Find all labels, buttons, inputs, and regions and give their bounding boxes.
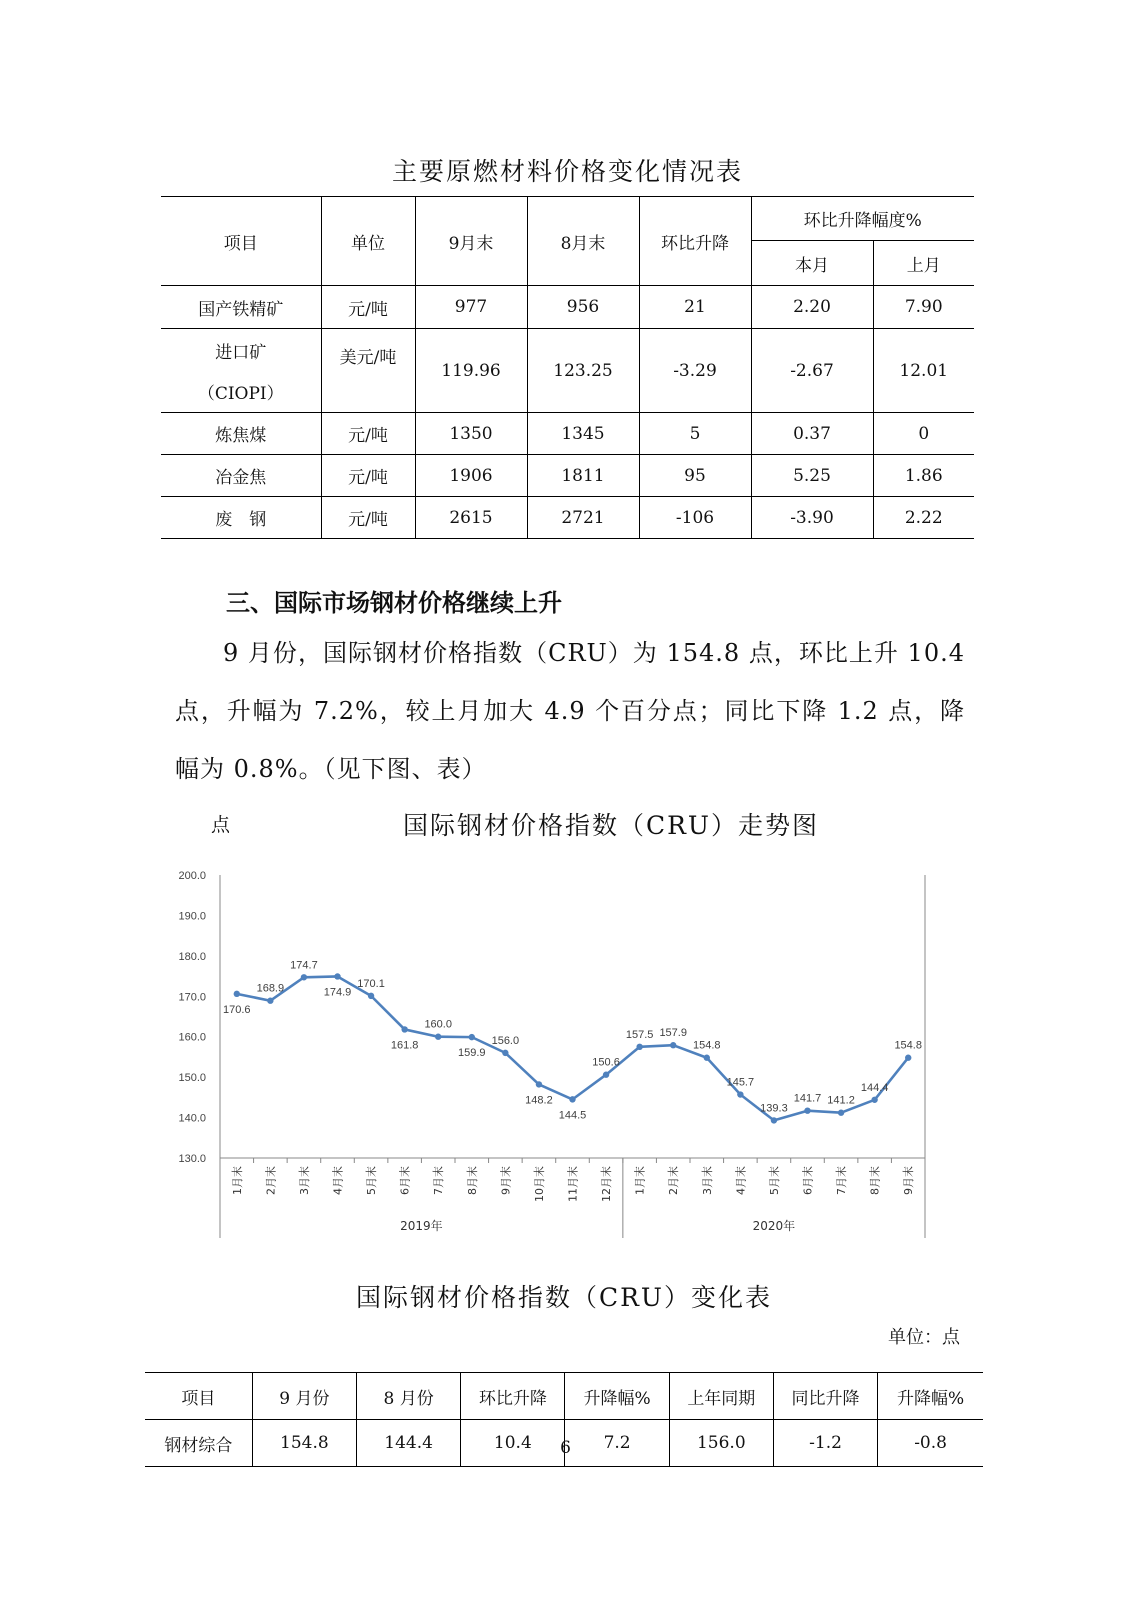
group-label: 2020年	[752, 1219, 796, 1233]
y-tick-label: 180.0	[178, 950, 206, 963]
x-tick-label: 8月末	[868, 1166, 882, 1195]
data-label: 141.7	[793, 1092, 822, 1105]
cell-sep: 119.96	[415, 329, 527, 413]
header-last-month: 上月	[873, 241, 974, 286]
cell-item: 国产铁精矿	[161, 286, 321, 329]
cell-last: 0	[873, 413, 974, 455]
t2-header-aug: 8 月份	[357, 1373, 461, 1420]
table-row	[161, 455, 974, 497]
data-point	[704, 1055, 710, 1061]
data-point	[670, 1042, 676, 1048]
x-tick-label: 10月末	[532, 1166, 546, 1202]
t2-cell-item: 钢材综合	[145, 1420, 252, 1467]
header-item: 项目	[161, 197, 321, 286]
x-tick-label: 12月末	[600, 1166, 614, 1202]
data-label: 174.7	[290, 959, 318, 972]
cell-item: 炼焦煤	[161, 413, 321, 455]
cell-sep: 1350	[415, 413, 527, 455]
data-point	[502, 1050, 508, 1056]
cell-unit: 元/吨	[321, 455, 415, 497]
data-label: 170.6	[223, 1003, 251, 1016]
header-mom-pct: 环比升降幅度%	[751, 197, 974, 241]
raw-material-price-table	[161, 196, 974, 539]
data-point	[234, 991, 240, 997]
x-tick-label: 1月末	[230, 1166, 244, 1195]
data-label: 141.2	[827, 1094, 855, 1107]
data-point	[569, 1096, 575, 1102]
cell-last: 7.90	[873, 286, 974, 329]
cell-item: 冶金焦	[161, 455, 321, 497]
x-tick-label: 2月末	[264, 1166, 278, 1195]
data-point	[536, 1081, 542, 1087]
data-label: 159.9	[458, 1047, 486, 1060]
chart-title: 国际钢材价格指数（CRU）走势图	[402, 811, 820, 840]
t2-header-yoy-change: 同比升降	[773, 1373, 877, 1420]
data-label: 144.4	[860, 1081, 889, 1094]
cell-this: 5.25	[751, 455, 873, 497]
y-tick-label: 190.0	[178, 910, 206, 923]
data-label: 161.8	[390, 1039, 419, 1052]
cell-aug: 956	[527, 286, 639, 329]
table-row	[161, 286, 974, 329]
cell-aug: 1345	[527, 413, 639, 455]
table1-title: 主要原燃材料价格变化情况表	[391, 157, 743, 186]
cru-line-chart	[160, 860, 970, 1280]
data-point	[603, 1072, 609, 1078]
chart-ylabel: 点	[211, 814, 231, 836]
cell-unit: 元/吨	[321, 286, 415, 329]
cell-aug: 2721	[527, 497, 639, 539]
t2-header-sep: 9 月份	[252, 1373, 356, 1420]
t2-cell-last-year: 156.0	[669, 1420, 773, 1467]
data-point	[771, 1117, 777, 1123]
x-tick-label: 6月末	[398, 1166, 412, 1195]
cell-item	[161, 329, 321, 413]
x-tick-label: 3月末	[297, 1166, 311, 1195]
header-this-month: 本月	[751, 241, 873, 286]
x-tick-label: 3月末	[700, 1166, 714, 1195]
cell-change: -3.29	[639, 329, 751, 413]
cell-change: 5	[639, 413, 751, 455]
x-tick-label: 5月末	[767, 1166, 781, 1195]
data-point	[334, 973, 340, 979]
x-tick-label: 8月末	[465, 1166, 479, 1195]
cell-unit: 美元/吨	[321, 329, 415, 413]
t2-cell-yoy-change: -1.2	[773, 1420, 877, 1467]
cell-last: 1.86	[873, 455, 974, 497]
x-tick-label: 9月末	[499, 1166, 513, 1195]
section-heading: 三、国际市场钢材价格继续上升	[226, 589, 562, 617]
x-tick-label: 4月末	[331, 1166, 345, 1195]
cell-last: 12.01	[873, 329, 974, 413]
table-row	[161, 497, 974, 539]
x-tick-label: 6月末	[801, 1166, 815, 1195]
data-point	[838, 1110, 844, 1116]
data-label: 160.0	[424, 1018, 452, 1031]
data-label: 157.9	[659, 1027, 687, 1040]
data-point	[435, 1034, 441, 1040]
table-row	[161, 413, 974, 455]
x-tick-label: 7月末	[835, 1166, 849, 1195]
y-tick-label: 150.0	[178, 1072, 206, 1085]
t2-cell-mom-change: 10.4	[461, 1420, 565, 1467]
t2-header-yoy-pct: 升降幅%	[878, 1373, 983, 1420]
data-point	[737, 1091, 743, 1097]
x-tick-label: 2月末	[667, 1166, 681, 1195]
data-point	[401, 1026, 407, 1032]
x-tick-label: 7月末	[432, 1166, 446, 1195]
cell-sep: 1906	[415, 455, 527, 497]
data-point	[301, 974, 307, 980]
table2-title: 国际钢材价格指数（CRU）变化表	[355, 1283, 773, 1312]
cell-sep: 977	[415, 286, 527, 329]
data-point	[368, 993, 374, 999]
cell-unit: 元/吨	[321, 497, 415, 539]
cell-unit: 元/吨	[321, 413, 415, 455]
data-point	[804, 1107, 810, 1113]
data-label: 154.8	[693, 1039, 721, 1052]
data-point	[267, 998, 273, 1004]
cell-aug: 123.25	[527, 329, 639, 413]
data-point	[469, 1034, 475, 1040]
header-mom-change: 环比升降	[639, 197, 751, 286]
table2-unit-note: 单位：点	[888, 1327, 960, 1348]
data-label: 148.2	[525, 1094, 553, 1107]
y-tick-label: 200.0	[178, 870, 206, 882]
data-point	[905, 1055, 911, 1061]
data-label: 144.5	[558, 1109, 587, 1122]
x-tick-label: 1月末	[633, 1166, 647, 1195]
cell-sep: 2615	[415, 497, 527, 539]
x-tick-label: 11月末	[566, 1166, 580, 1202]
cell-this: 2.20	[751, 286, 873, 329]
data-point	[871, 1097, 877, 1103]
data-label: 157.5	[625, 1028, 654, 1041]
group-label: 2019年	[400, 1219, 443, 1233]
t2-header-mom-pct: 升降幅%	[565, 1373, 669, 1420]
data-point	[636, 1044, 642, 1050]
data-label: 174.9	[323, 986, 352, 999]
header-sep-end: 9月末	[415, 197, 527, 286]
data-label: 145.7	[726, 1076, 755, 1089]
x-tick-label: 4月末	[734, 1166, 748, 1195]
y-tick-label: 160.0	[178, 1031, 206, 1044]
data-label: 154.8	[894, 1039, 922, 1052]
y-tick-label: 170.0	[178, 991, 206, 1004]
x-tick-label: 9月末	[902, 1166, 916, 1195]
cell-this: -2.67	[751, 329, 873, 413]
x-tick-label: 5月末	[365, 1166, 379, 1195]
data-label: 156.0	[491, 1034, 520, 1047]
cell-item-line1: 进口矿	[215, 342, 267, 363]
header-aug-end: 8月末	[527, 197, 639, 286]
cell-change: -106	[639, 497, 751, 539]
cell-this: 0.37	[751, 413, 873, 455]
t2-header-last-year: 上年同期	[669, 1373, 773, 1420]
cell-last: 2.22	[873, 497, 974, 539]
t2-cell-yoy-pct: -0.8	[878, 1420, 983, 1467]
cell-item: 废 钢	[161, 497, 321, 539]
t2-header-mom-change: 环比升降	[461, 1373, 565, 1420]
cell-aug: 1811	[527, 455, 639, 497]
header-unit: 单位	[321, 197, 415, 286]
y-tick-label: 140.0	[178, 1112, 206, 1125]
section-paragraph: 9 月份，国际钢材价格指数（CRU）为 154.8 点，环比上升 10.4 点，升幅为 7.2%，较上月加大 4.9 个百分点；同比下降 1.2 点，降幅为 0.8%。（见下图、表）	[175, 639, 965, 783]
data-label: 168.9	[256, 982, 285, 995]
table-row	[161, 329, 974, 413]
data-label: 139.3	[760, 1102, 788, 1115]
t2-header-item: 项目	[145, 1373, 252, 1420]
t2-cell-mom-pct: 7.2	[565, 1420, 669, 1467]
cell-change: 21	[639, 286, 751, 329]
t2-cell-sep: 154.8	[252, 1420, 356, 1467]
data-label: 150.6	[592, 1056, 620, 1069]
t2-cell-aug: 144.4	[357, 1420, 461, 1467]
data-label: 170.1	[357, 977, 385, 990]
cell-change: 95	[639, 455, 751, 497]
cell-this: -3.90	[751, 497, 873, 539]
page-number: 6	[560, 1438, 571, 1458]
cell-item-line2: （CIOPI）	[197, 383, 284, 404]
y-tick-label: 130.0	[178, 1153, 206, 1165]
